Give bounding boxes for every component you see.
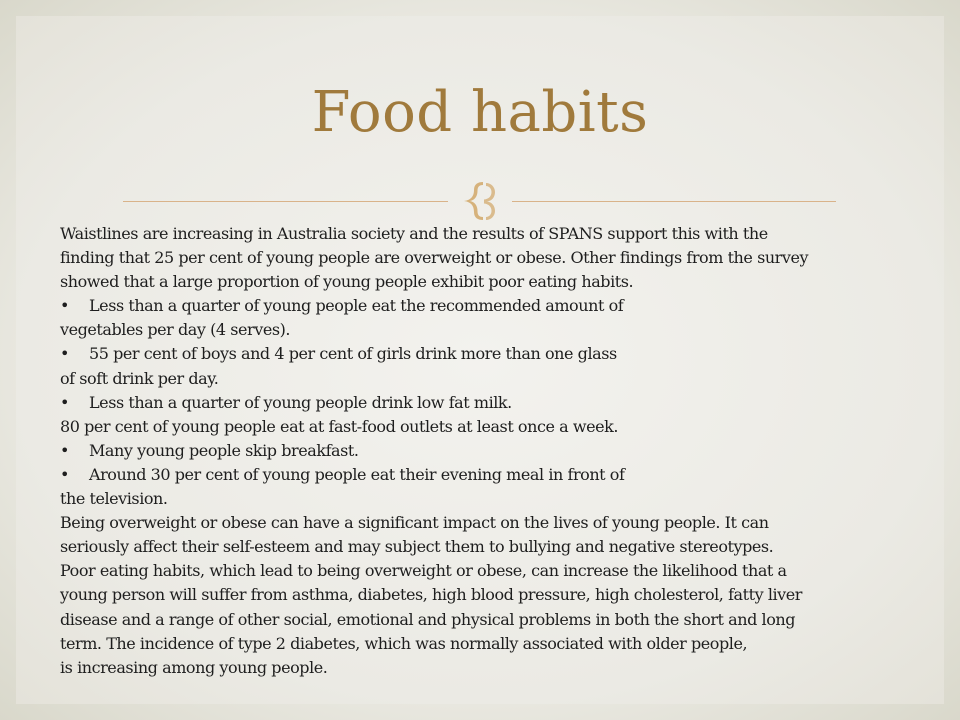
- text-line: [60, 270, 940, 294]
- title-divider-left: [123, 201, 448, 202]
- text-line: [60, 559, 940, 583]
- line-text: Around 30 per cent of young people eat their evening meal in front of: [89, 464, 625, 484]
- text-line: [60, 511, 940, 535]
- line-text: the television.: [60, 489, 168, 509]
- line-text: Poor eating habits, which lead to being overweight or obese, can increase the likelihood that a: [60, 561, 787, 581]
- line-text: Less than a quarter of young people eat the recommended amount of: [89, 296, 624, 316]
- bullet-item: [60, 294, 940, 318]
- text-line: [60, 583, 940, 607]
- bullet-item: [60, 342, 940, 366]
- line-text: showed that a large proportion of young people exhibit poor eating habits.: [60, 272, 634, 292]
- bullet-item: [60, 439, 940, 463]
- text-line: [60, 318, 940, 342]
- bullet-marker: •: [60, 344, 69, 364]
- text-line: [60, 222, 940, 246]
- line-text: disease and a range of other social, emotional and physical problems in both the short and long: [60, 609, 796, 629]
- bullet-item: [60, 463, 940, 487]
- title-divider-right: [512, 201, 836, 202]
- bullet-marker: •: [60, 392, 69, 412]
- line-text: vegetables per day (4 serves).: [60, 320, 291, 340]
- line-text: of soft drink per day.: [60, 368, 219, 388]
- line-text: Being overweight or obese can have a significant impact on the lives of young people. It can: [60, 513, 769, 533]
- text-line: [60, 535, 940, 559]
- text-line: [60, 608, 940, 632]
- slide-title: Food habits: [311, 80, 649, 145]
- line-text: finding that 25 per cent of young people are overweight or obese. Other findings from the survey: [60, 248, 809, 268]
- line-text: Less than a quarter of young people drink low fat milk.: [89, 392, 512, 412]
- line-text: 55 per cent of boys and 4 per cent of girls drink more than one glass: [89, 344, 617, 364]
- text-line: [60, 632, 940, 656]
- text-line: [60, 487, 940, 511]
- line-text: young person will suffer from asthma, diabetes, high blood pressure, high cholesterol, fatty liver: [60, 585, 802, 605]
- line-text: is increasing among young people.: [60, 657, 328, 677]
- curly-bracket-ornament-icon: [452, 180, 508, 222]
- bullet-marker: •: [60, 440, 69, 460]
- line-text: term. The incidence of type 2 diabetes, which was normally associated with older people,: [60, 633, 748, 653]
- line-text: 80 per cent of young people eat at fast-food outlets at least once a week.: [60, 416, 619, 436]
- text-line: [60, 367, 940, 391]
- bullet-marker: •: [60, 296, 69, 316]
- line-text: Many young people skip breakfast.: [89, 440, 359, 460]
- line-text: Waistlines are increasing in Australia society and the results of SPANS support this with the: [60, 224, 768, 243]
- bullet-marker: •: [60, 464, 69, 484]
- text-line: [60, 246, 940, 270]
- text-line: [60, 656, 940, 680]
- slide-body-text: [60, 222, 940, 680]
- line-text: seriously affect their self-esteem and may subject them to bullying and negative stereotypes.: [60, 537, 774, 557]
- text-line: [60, 415, 940, 439]
- bullet-item: [60, 391, 940, 415]
